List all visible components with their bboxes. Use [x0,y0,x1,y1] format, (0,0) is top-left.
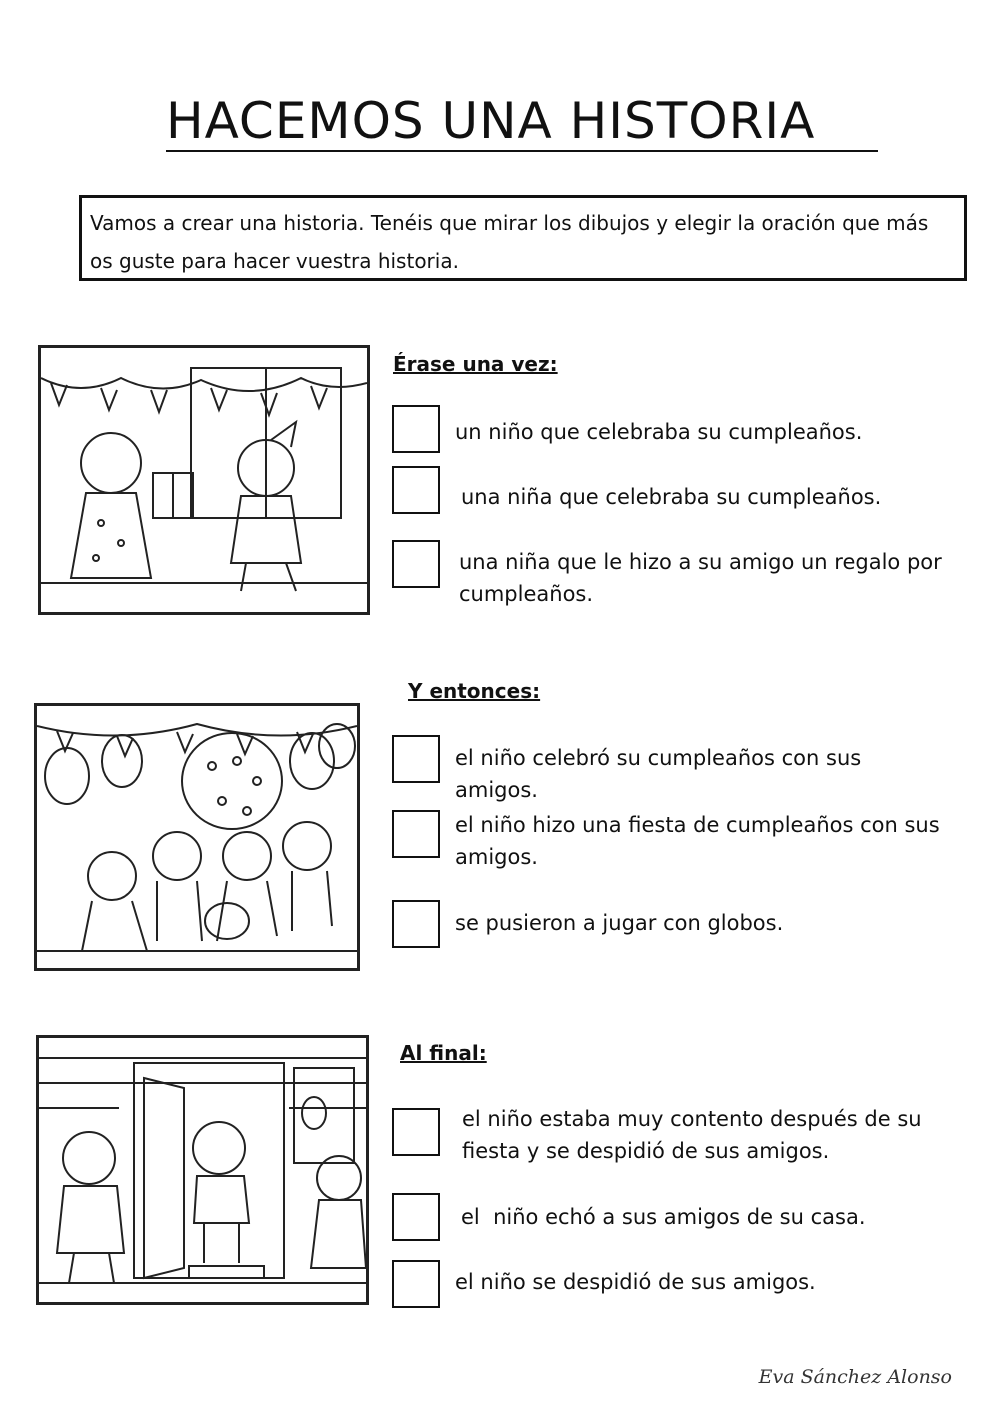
section-heading-erase: Érase una vez: [393,352,558,376]
choice-text: el niño hizo una fiesta de cumpleaños con sus amigos. [455,813,940,869]
section-heading-al-final: Al final: [400,1041,487,1065]
choice-checkbox[interactable] [392,735,440,783]
choice-text: una niña que celebraba su cumpleaños. [461,485,882,509]
choice-checkbox[interactable] [392,1193,440,1241]
choice-checkbox[interactable] [392,540,440,588]
choice-text: una niña que le hizo a su amigo un regalo por cumpleaños. [459,550,942,606]
choice-text: el niño celebró su cumpleaños con sus amigos. [455,746,862,802]
choice-text: el niño echó a sus amigos de su casa. [461,1205,866,1229]
choice-checkbox[interactable] [392,1260,440,1308]
choice-checkbox[interactable] [392,810,440,858]
choice-checkbox[interactable] [392,405,440,453]
gift-scene-drawing [41,348,367,612]
illustration-balloons [34,703,360,971]
page-title: HACEMOS UNA HISTORIA [166,92,878,152]
section-heading-entonces: Y entonces: [408,679,541,703]
illustration-gift [38,345,370,615]
choice-text: se pusieron a jugar con globos. [455,911,784,935]
illustration-goodbye [36,1035,369,1305]
balloons-scene-drawing [37,706,357,968]
goodbye-scene-drawing [39,1038,366,1302]
choice-text: el niño estaba muy contento después de su fiesta y se despidió de sus amigos. [462,1107,922,1163]
choice-checkbox[interactable] [392,900,440,948]
choice-checkbox[interactable] [392,1108,440,1156]
choice-checkbox[interactable] [392,466,440,514]
choice-text: un niño que celebraba su cumpleaños. [455,420,863,444]
instructions-box: Vamos a crear una historia. Tenéis que mirar los dibujos y elegir la oración que más os guste para hacer vuestra historia. [79,195,967,281]
choice-text: el niño se despidió de sus amigos. [455,1270,816,1294]
author-credit: Eva Sánchez Alonso [758,1366,952,1388]
